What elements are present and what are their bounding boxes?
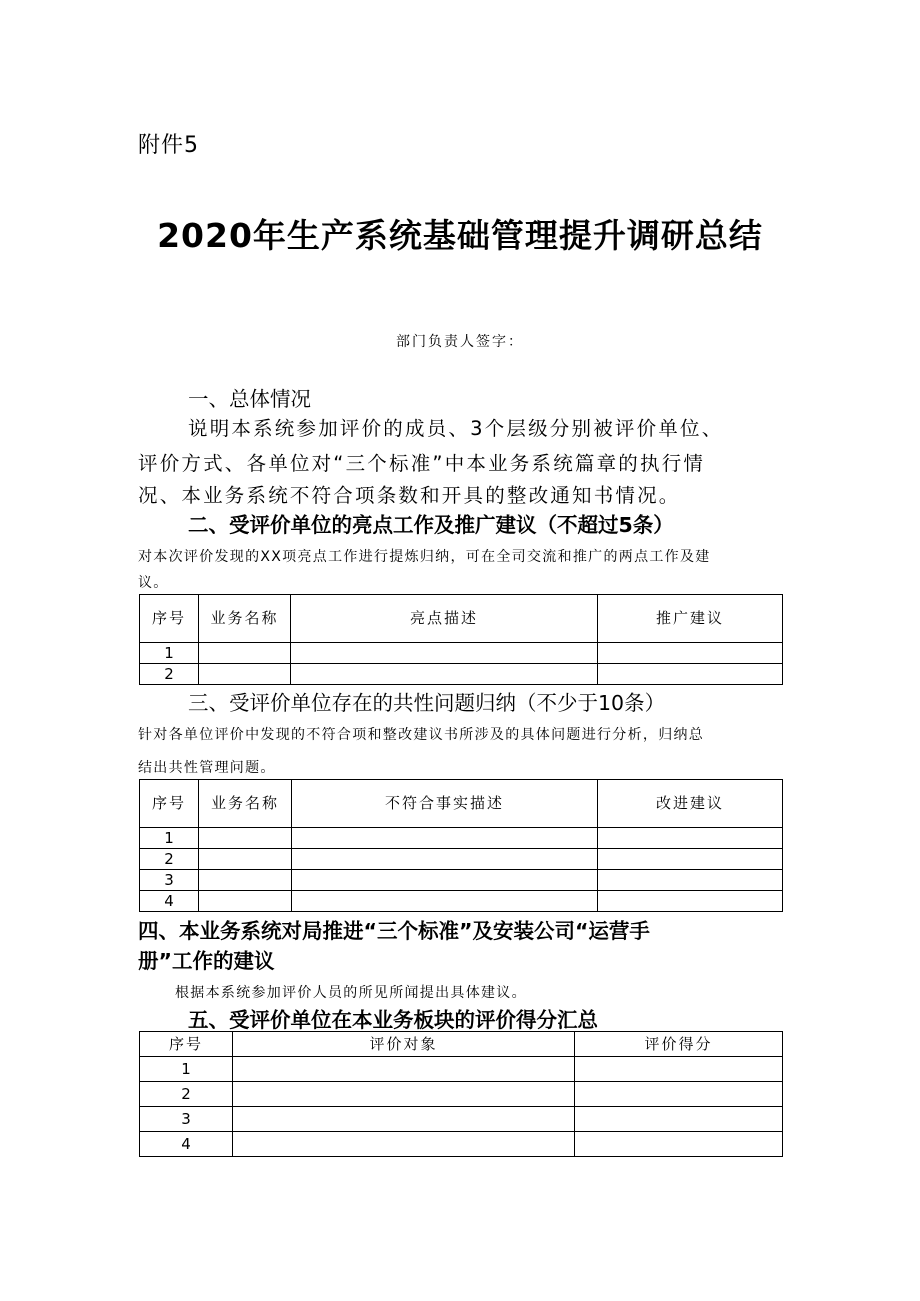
table-cell <box>598 664 783 685</box>
section-2-note-line: 议。 <box>138 575 169 591</box>
section-4-heading-line: 册”工作的建议 <box>138 949 275 973</box>
section-3-heading: 三、受评价单位存在的共性问题归纳（不少于10条） <box>188 691 666 715</box>
table-header-cell: 序号 <box>140 595 199 643</box>
table-cell <box>598 828 783 849</box>
table-cell <box>199 664 291 685</box>
table-cell <box>291 643 598 664</box>
table-cell <box>575 1132 783 1157</box>
row-number: 2 <box>140 1082 233 1107</box>
table-row <box>140 1132 783 1157</box>
row-number: 4 <box>140 1132 233 1157</box>
section-5-heading: 五、受评价单位在本业务板块的评价得分汇总 <box>188 1008 598 1032</box>
table-header-cell: 推广建议 <box>598 595 783 643</box>
table-cell <box>292 849 598 870</box>
table-cell <box>233 1057 575 1082</box>
table-row <box>140 849 783 870</box>
row-number: 1 <box>140 828 199 849</box>
table-header-cell: 不符合事实描述 <box>292 780 598 828</box>
table-cell <box>233 1107 575 1132</box>
scores-table <box>139 1031 783 1157</box>
table-cell <box>575 1107 783 1132</box>
table-cell <box>292 891 598 912</box>
section-1-para-line: 说明本系统参加评价的成员、3个层级分别被评价单位、 <box>188 417 724 440</box>
table-header-cell: 业务名称 <box>199 780 292 828</box>
issues-table <box>139 779 783 912</box>
section-4-heading-line: 四、本业务系统对局推进“三个标准”及安装公司“运营手 <box>138 919 650 943</box>
table-cell <box>575 1057 783 1082</box>
table-cell <box>598 870 783 891</box>
table-cell <box>199 643 291 664</box>
row-number: 4 <box>140 891 199 912</box>
table-header-cell: 亮点描述 <box>291 595 598 643</box>
table-row <box>140 664 783 685</box>
table-cell <box>199 849 292 870</box>
table-header-cell: 改进建议 <box>598 780 783 828</box>
document-title: 2020年生产系统基础管理提升调研总结 <box>157 216 763 255</box>
table-cell <box>598 849 783 870</box>
section-3-note-line: 结出共性管理问题。 <box>138 760 276 776</box>
row-number: 1 <box>140 1057 233 1082</box>
row-number: 3 <box>140 1107 233 1132</box>
row-number: 3 <box>140 870 199 891</box>
table-row <box>140 643 783 664</box>
section-4-note: 根据本系统参加评价人员的所见所闻提出具体建议。 <box>175 985 527 1001</box>
table-row <box>140 828 783 849</box>
table-row <box>140 891 783 912</box>
table-header-cell: 评价得分 <box>575 1032 783 1057</box>
attachment-label: 附件5 <box>138 133 199 158</box>
signature-label: 部门负责人签字： <box>396 334 524 350</box>
table-row <box>140 1082 783 1107</box>
table-cell <box>291 664 598 685</box>
table-header-cell: 评价对象 <box>233 1032 575 1057</box>
table-row <box>140 870 783 891</box>
highlights-table <box>139 594 783 685</box>
table-cell <box>598 643 783 664</box>
section-1-para-line: 况、本业务系统不符合项条数和开具的整改通知书情况。 <box>138 484 681 507</box>
table-header-cell: 序号 <box>140 1032 233 1057</box>
table-cell <box>292 870 598 891</box>
table-row <box>140 1107 783 1132</box>
table-cell <box>199 891 292 912</box>
table-cell <box>199 828 292 849</box>
row-number: 2 <box>140 664 199 685</box>
table-cell <box>199 870 292 891</box>
section-3-note-line: 针对各单位评价中发现的不符合项和整改建议书所涉及的具体问题进行分析，归纳总 <box>138 727 705 743</box>
section-2-note-line: 对本次评价发现的XX项亮点工作进行提炼归纳，可在全司交流和推广的两点工作及建 <box>138 549 711 565</box>
table-cell <box>575 1082 783 1107</box>
table-cell <box>292 828 598 849</box>
table-row <box>140 1057 783 1082</box>
row-number: 1 <box>140 643 199 664</box>
table-cell <box>233 1132 575 1157</box>
row-number: 2 <box>140 849 199 870</box>
section-1-heading: 一、总体情况 <box>188 387 311 411</box>
table-header-cell: 业务名称 <box>199 595 291 643</box>
table-cell <box>598 891 783 912</box>
table-header-cell: 序号 <box>140 780 199 828</box>
section-1-para-line: 评价方式、各单位对“三个标准”中本业务系统篇章的执行情 <box>138 452 706 475</box>
section-2-heading: 二、受评价单位的亮点工作及推广建议（不超过5条） <box>188 513 674 537</box>
table-cell <box>233 1082 575 1107</box>
